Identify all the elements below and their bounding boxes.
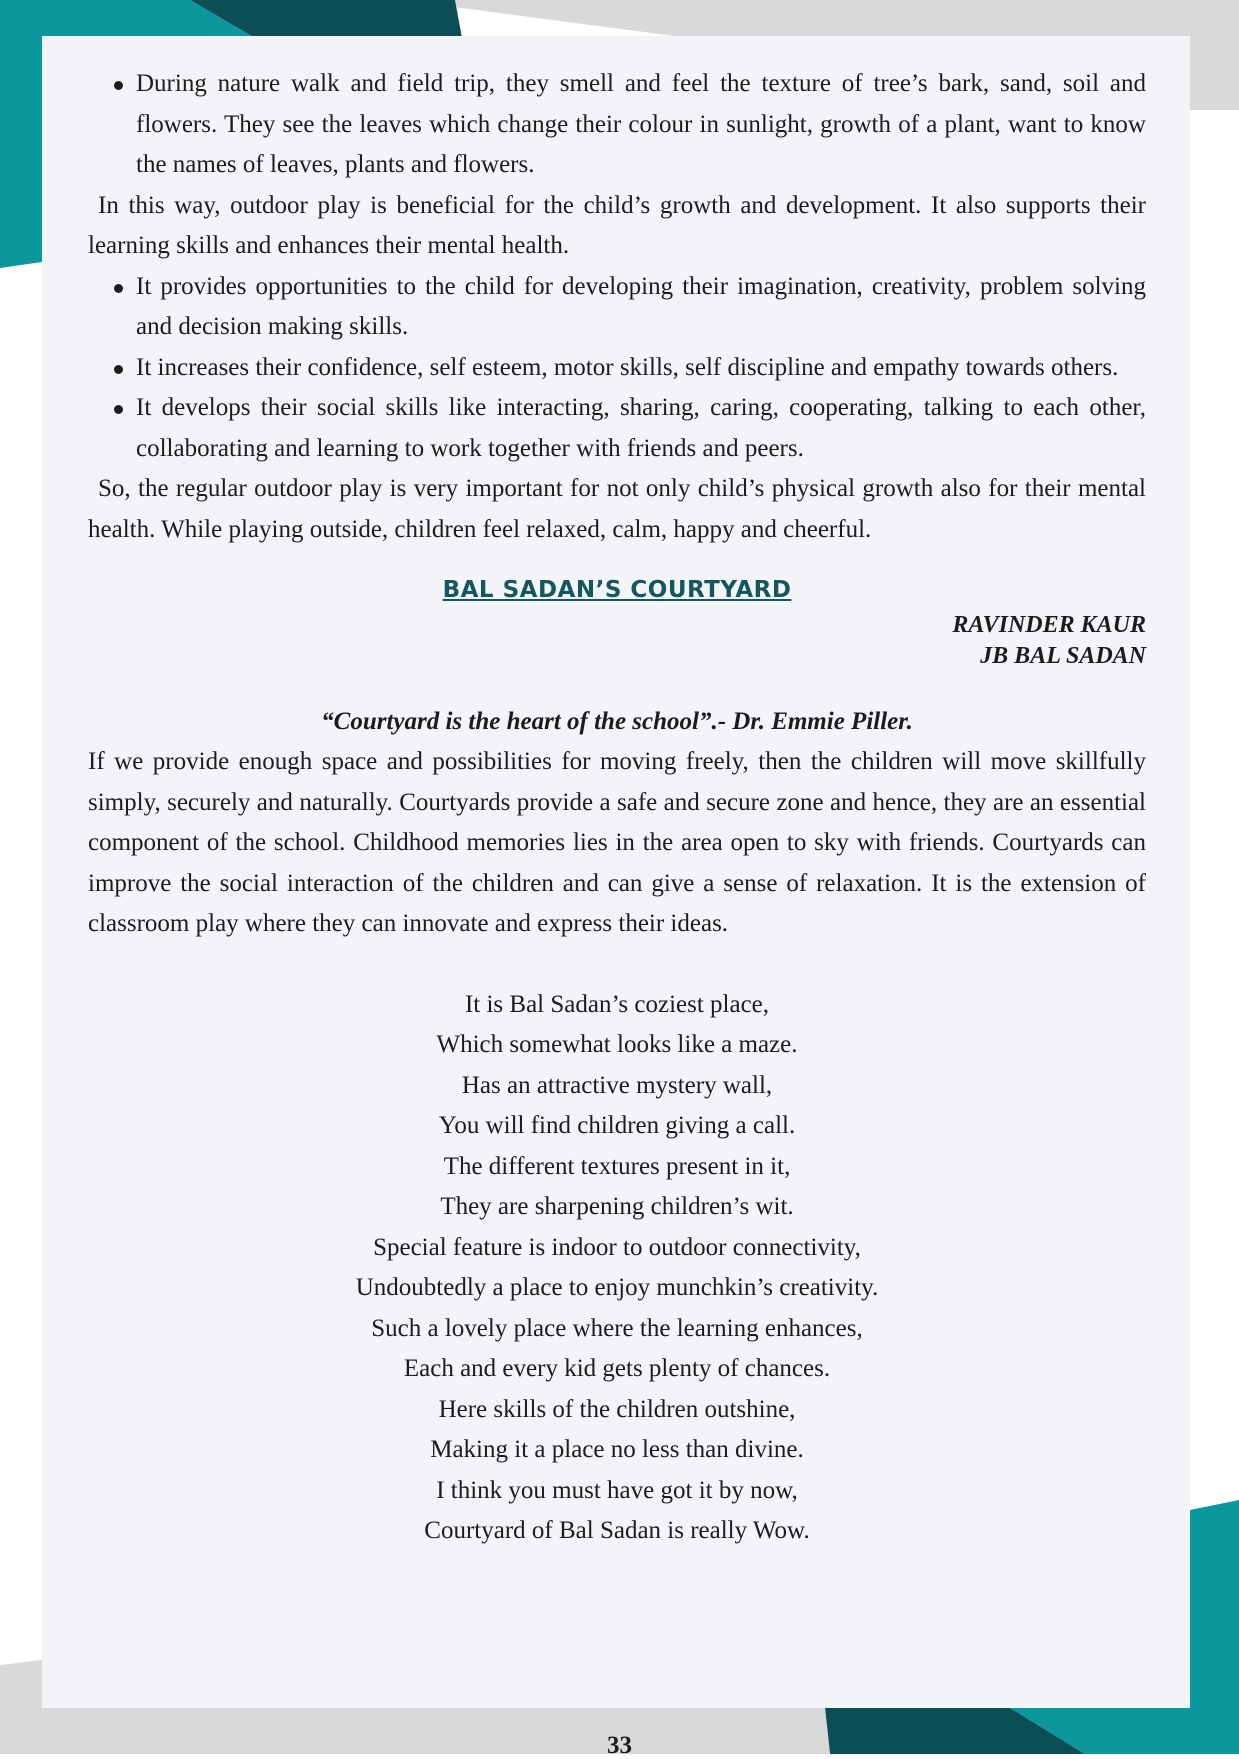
bullet-icon bbox=[114, 81, 123, 90]
list-item: It provides opportunities to the child for developing their imagination, creativity, problem solving and decision making skills. bbox=[88, 267, 1146, 348]
content-card bbox=[42, 36, 1190, 1708]
poem-line: You will find children giving a call. bbox=[438, 1112, 796, 1139]
bullet-icon bbox=[114, 284, 123, 293]
top-right-grey bbox=[1190, 0, 1239, 110]
conclusion-paragraph: So, the regular outdoor play is very important for not only child’s physical growth also for their mental health. While playing outside, children feel relaxed, calm, happy and cheerful. bbox=[88, 475, 1146, 543]
bullet-icon bbox=[114, 405, 123, 414]
poem-line: Which somewhat looks like a maze. bbox=[436, 1031, 798, 1058]
poem-line: Here skills of the children outshine, bbox=[438, 1395, 796, 1423]
poem-line: Special feature is indoor to outdoor connectivity, bbox=[373, 1233, 861, 1261]
author-class: JB BAL SADAN bbox=[980, 643, 1146, 669]
author-name: RAVINDER KAUR bbox=[952, 612, 1146, 638]
right-teal-shape bbox=[1190, 1500, 1239, 1754]
poem-line: They are sharpening children’s wit. bbox=[440, 1193, 794, 1220]
page-number: 33 bbox=[607, 1732, 632, 1759]
poem-line: Each and every kid gets plenty of chances. bbox=[403, 1355, 831, 1382]
poem bbox=[88, 985, 1146, 1552]
article-title: BAL SADAN’S COURTYARD bbox=[442, 577, 792, 603]
article-quote: “Courtyard is the heart of the school”.- Dr. Emmie Piller. bbox=[321, 708, 913, 735]
poem-line: Courtyard of Bal Sadan is really Wow. bbox=[424, 1517, 810, 1544]
poem-line: It is Bal Sadan’s coziest place, bbox=[464, 990, 770, 1018]
list-item: It increases their confidence, self esteem, motor skills, self discipline and empathy towards others. bbox=[88, 348, 1146, 389]
poem-line: Undoubtedly a place to enjoy munchkin’s creativity. bbox=[355, 1274, 879, 1301]
list-item: During nature walk and field trip, they smell and feel the texture of tree’s bark, sand, soil and flowers. They see the leaves which change their colour in sunlight, growth of a plant, want to know the names of leaves, plants and flowers. bbox=[88, 64, 1146, 186]
poem-line: I think you must have got it by now, bbox=[436, 1476, 798, 1504]
benefits-list bbox=[88, 267, 1146, 470]
poem-line: Such a lovely place where the learning enhances, bbox=[371, 1314, 863, 1342]
article-body: If we provide enough space and possibilities for moving freely, then the children will move skillfully simply, securely and naturally. Courtyards provide a safe and secure zone and hence, they are an essential component of the school. Childhood memories lies in the area open to sky with friends. Courtyards can improve the social interaction of the children and can give a sense of relaxation. It is the extension of classroom play where they can innovate and express their ideas. bbox=[88, 748, 1146, 937]
benefit-paragraph: In this way, outdoor play is beneficial for the child’s growth and development. It also supports their learning skills and enhances their mental health. bbox=[88, 191, 1146, 259]
nature-walk-list bbox=[88, 64, 1146, 186]
poem-line: Making it a place no less than divine. bbox=[430, 1436, 804, 1463]
poem-line: The different textures present in it, bbox=[443, 1152, 791, 1180]
bullet-icon bbox=[114, 365, 123, 374]
poem-line: Has an attractive mystery wall, bbox=[461, 1071, 773, 1099]
list-item: It develops their social skills like interacting, sharing, caring, cooperating, talking to each other, collaborating and learning to work together with friends and peers. bbox=[88, 388, 1146, 469]
